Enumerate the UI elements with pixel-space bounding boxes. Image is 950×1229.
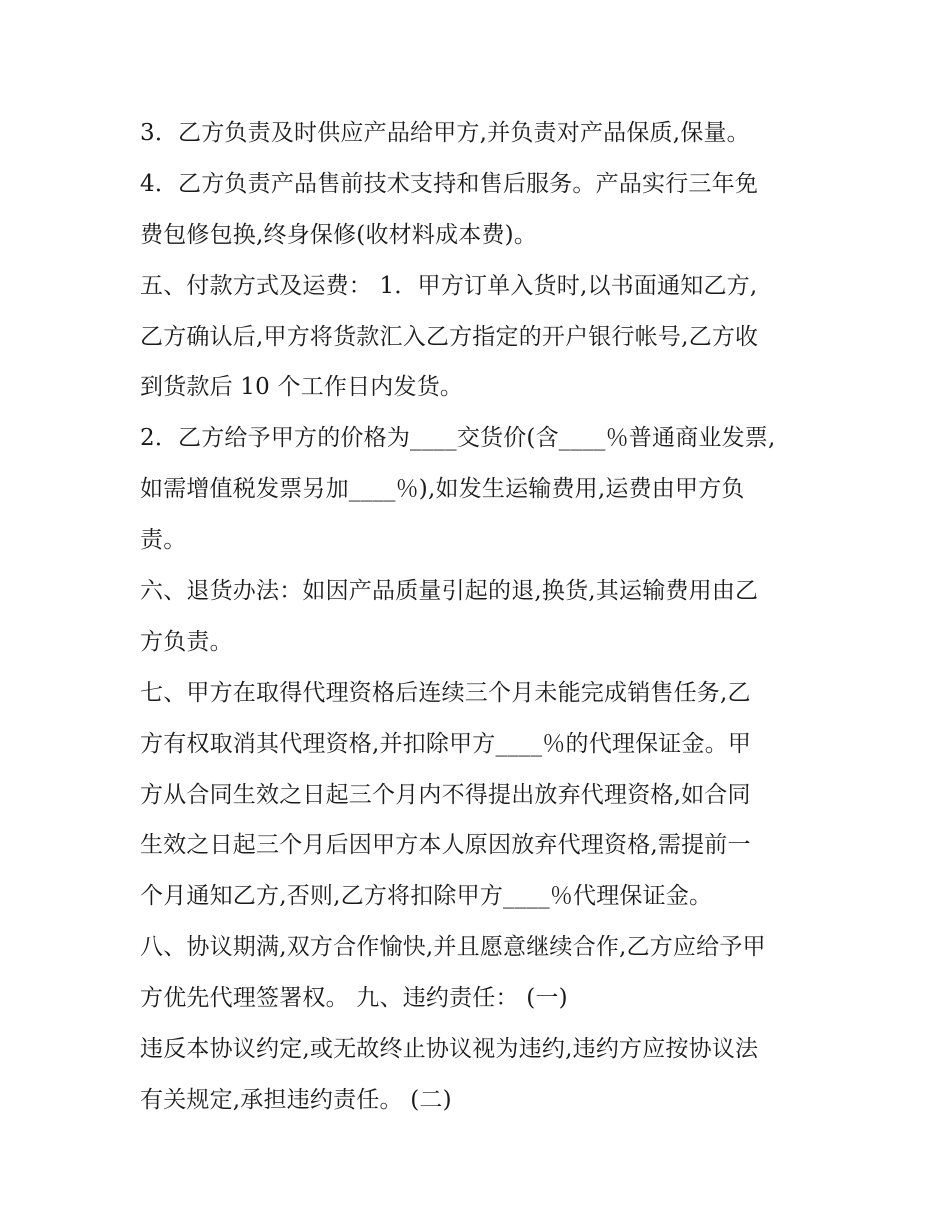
text-line: 八、协议期满,双方合作愉快,并且愿意继续合作,乙方应给予甲 — [140, 934, 766, 961]
text-line: 费包修包换,终身保修(收材料成本费)。 — [140, 221, 538, 248]
document-body — [140, 108, 820, 1126]
text-line: 如需增值税发票另加____％),如发生运输费用,运费由甲方负 — [140, 476, 745, 503]
text-line: 个月通知乙方,否则,乙方将扣除甲方____％代理保证金。 — [140, 883, 713, 910]
text-line: 有关规定,承担违约责任。 (二) — [140, 1086, 452, 1113]
text-line: 方有权取消其代理资格,并扣除甲方____％的代理保证金。甲 — [140, 730, 752, 757]
text-line: 方从合同生效之日起三个月内不得提出放弃代理资格,如合同 — [140, 781, 751, 808]
text-line: 五、付款方式及运费： 1．甲方订单入货时,以书面通知乙方, — [140, 272, 758, 299]
text-line: 乙方确认后,甲方将货款汇入乙方指定的开户银行帐号,乙方收 — [140, 323, 759, 350]
text-line: 4．乙方负责产品售前技术支持和售后服务。产品实行三年免 — [140, 170, 759, 197]
text-line: 七、甲方在取得代理资格后连续三个月未能完成销售任务,乙 — [140, 679, 751, 706]
text-line: 3．乙方负责及时供应产品给甲方,并负责对产品保质,保量。 — [140, 120, 750, 146]
text-line: 违反本协议约定,或无故终止协议视为违约,违约方应按协议法 — [140, 1036, 759, 1063]
text-line: 2．乙方给予甲方的价格为____交货价(含____％普通商业发票, — [140, 425, 776, 452]
text-line: 六、退货办法：如因产品质量引起的退,换货,其运输费用由乙 — [140, 578, 759, 605]
text-line: 方负责。 — [140, 628, 233, 655]
text-line: 到货款后 10 个工作日内发货。 — [140, 374, 464, 401]
text-line: 生效之日起三个月后因甲方本人原因放弃代理资格,需提前一 — [140, 832, 751, 859]
text-line: 责。 — [140, 527, 187, 554]
text-line: 方优先代理签署权。 九、违约责任： (一) — [140, 985, 568, 1012]
